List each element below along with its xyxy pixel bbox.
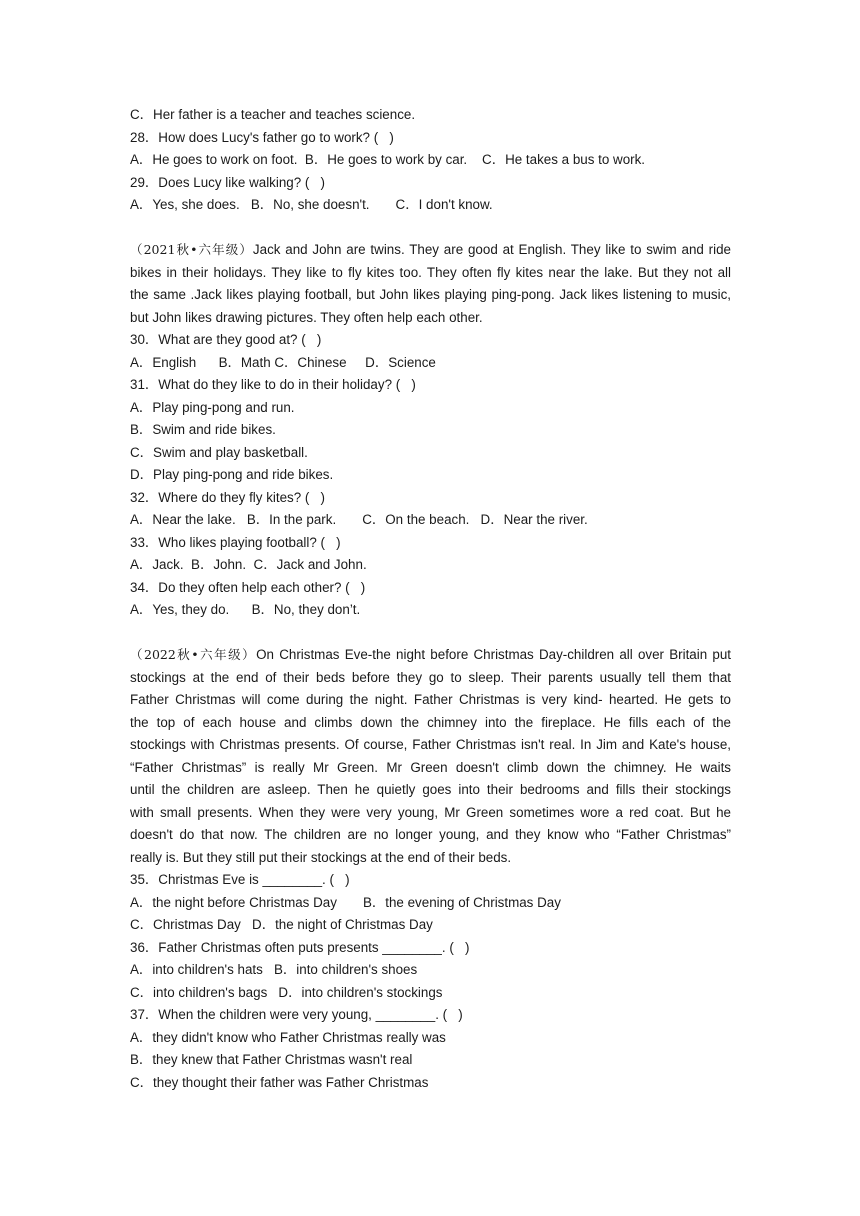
spacer <box>130 217 731 240</box>
passage-line: but John likes drawing pictures. They often help each other. <box>130 309 483 325</box>
passage-twins <box>130 239 731 622</box>
question-32: 32．Where do they fly kites? ( ) <box>130 489 325 505</box>
passage-text <box>130 239 731 329</box>
spacer <box>130 622 731 645</box>
passage-line: the same .Jack likes playing football, but John likes playing ping-pong. Jack likes listening to music, <box>130 287 731 302</box>
options-36-ab: A．into children's hats B．into children's shoes <box>130 962 418 977</box>
options-29: A．Yes, she does. B．No, she doesn't. C．I don't know. <box>130 197 493 212</box>
question-34: 34．Do they often help each other? ( ) <box>130 579 366 595</box>
option-31-d: D．Play ping-pong and ride bikes. <box>130 467 334 482</box>
passage-line: bikes in their holidays. They like to fly kites too. They often fly kites near the lake. But they not all <box>130 264 731 280</box>
passage-text <box>130 644 731 869</box>
options-36-cd: C．into children's bags D．into children's stockings <box>130 984 443 1000</box>
option-line: C．Her father is a teacher and teaches science. <box>130 107 416 122</box>
passage-line: doesn't do that now. The children are no longer young, and they know who “Father Christmas” <box>130 827 731 842</box>
option-31-b: B．Swim and ride bikes. <box>130 422 276 437</box>
options-28: A．He goes to work on foot. B．He goes to work by car. C．He takes a bus to work. <box>130 152 646 167</box>
passage-christmas <box>130 644 731 1094</box>
question-33: 33．Who likes playing football? ( ) <box>130 534 341 550</box>
question-block-28-29 <box>130 104 731 217</box>
source-tag: （2021秋•六年级） <box>130 242 253 257</box>
question-37: 37．When the children were very young, ________. ( ) <box>130 1007 463 1022</box>
options-30: A．English B．Math C．Chinese D．Science <box>130 354 436 370</box>
options-35-ab: A．the night before Christmas Day B．the evening of Christmas Day <box>130 894 561 910</box>
question-28: 28．How does Lucy's father go to work? ( ) <box>130 129 394 145</box>
passage-line: “Father Christmas” is really Mr Green. Mr Green doesn't climb down the chimney. He waits <box>130 759 731 775</box>
options-34: A．Yes, they do. B．No, they don’t. <box>130 602 361 617</box>
passage-line: stockings with Christmas presents. Of course, Father Christmas isn't real. In Jim and Kate's house, <box>130 737 731 752</box>
passage-line: （2022秋•六年级）On Christmas Eve-the night before Christmas Day-children all over Britain put <box>130 647 732 662</box>
option-37-b: B．they knew that Father Christmas wasn't real <box>130 1052 413 1067</box>
options-32: A．Near the lake. B．In the park. C．On the beach. D．Near the river. <box>130 512 588 527</box>
question-35: 35．Christmas Eve is ________. ( ) <box>130 872 350 887</box>
passage-line: the top of each house and climbs down the chimney into the fireplace. He fills each of the <box>130 714 731 730</box>
option-37-a: A．they didn't know who Father Christmas really was <box>130 1029 446 1045</box>
passage-line: Father Christmas will come during the night. Father Christmas is very kind- hearted. He gets to <box>130 692 731 707</box>
passage-line: until the children are asleep. Then he quietly goes into their bedrooms and fills their stockings <box>130 782 731 797</box>
passage-line: stockings at the end of their beds before they go to sleep. Their parents usually tell them that <box>130 669 731 685</box>
option-37-c: C．they thought their father was Father Christmas <box>130 1074 429 1090</box>
question-30: 30．What are they good at? ( ) <box>130 332 322 347</box>
options-35-cd: C．Christmas Day D．the night of Christmas Day <box>130 917 433 932</box>
source-tag: （2022秋•六年级） <box>130 647 257 662</box>
document-page <box>130 104 731 1094</box>
option-31-a: A．Play ping-pong and run. <box>130 399 295 415</box>
question-29: 29．Does Lucy like walking? ( ) <box>130 174 325 190</box>
passage-line: really is. But they still put their stockings at the end of their beds. <box>130 849 512 865</box>
passage-line: with small presents. When they were very young, Mr Green sometimes wore a red coat. But he <box>130 804 731 820</box>
question-31: 31．What do they like to do in their holiday? ( ) <box>130 377 416 392</box>
options-33: A．Jack. B．John. C．Jack and John. <box>130 557 367 572</box>
option-31-c: C．Swim and play basketball. <box>130 444 308 460</box>
question-36: 36．Father Christmas often puts presents ________. ( ) <box>130 939 470 955</box>
passage-line: （2021秋•六年级）Jack and John are twins. They are good at English. They like to swim and ride <box>130 242 732 257</box>
